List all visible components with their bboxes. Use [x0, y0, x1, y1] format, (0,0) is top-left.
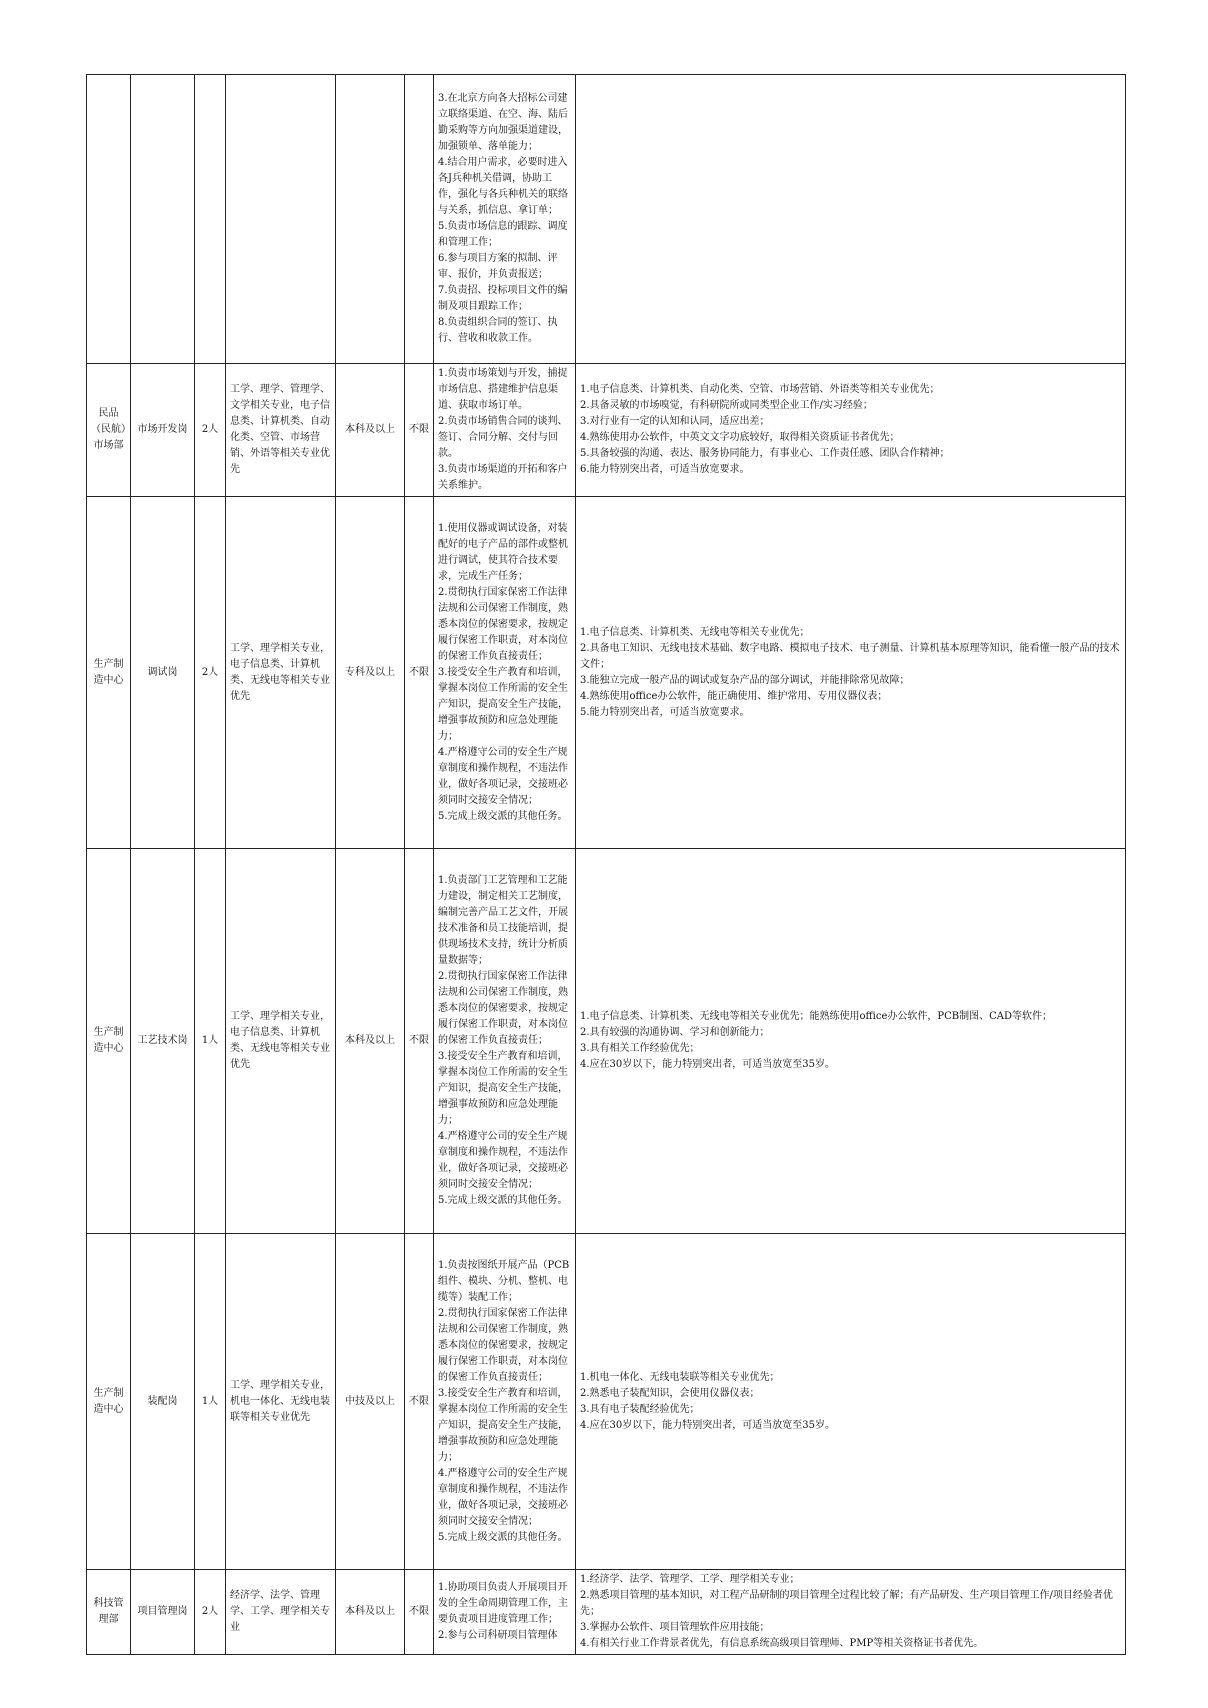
major-cell: 工学、理学相关专业，机电一体化、无线电装联等相关专业优先: [226, 1234, 336, 1570]
table-row: [87, 1234, 1126, 1570]
table-row: [87, 1570, 1126, 1655]
education-cell: [336, 75, 405, 364]
requirements-cell: [576, 849, 1126, 1234]
duty-item: 1.协助项目负责人开展项目开发的全生命周期管理工作，主要负责项目进度管理工作；: [438, 1582, 568, 1625]
table-row: [87, 849, 1126, 1234]
major-cell: [226, 75, 336, 364]
requirement-item: 5.具备较强的沟通、表达、服务协同能力，有事业心、工作责任感、团队合作精神；: [580, 448, 950, 459]
recruitment-table: [86, 74, 1126, 1655]
duty-item: 3.负责市场渠道的开拓和客户关系维护。: [438, 464, 568, 491]
headcount-cell: 1人: [195, 1234, 226, 1570]
requirements-cell: [576, 364, 1126, 497]
duty-item: 3.接受安全生产教育和培训，掌握本岗位工作所需的安全生产知识，提高安全生产技能，增强事故预防和应急处理能力；: [438, 1387, 568, 1463]
requirements-cell: [576, 497, 1126, 849]
requirement-item: 5.能力特别突出者，可适当放宽要求。: [580, 706, 750, 718]
duty-item: 5.完成上级交派的其他任务。: [438, 810, 568, 822]
position-cell: 调试岗: [131, 497, 195, 849]
requirement-item: 2.具备灵敏的市场嗅觉，有科研院所或同类型企业工作/实习经验；: [580, 400, 873, 411]
requirement-item: 1.电子信息类、计算机类、无线电等相关专业优先；能熟练使用office办公软件，PCB制图、CAD等软件；: [580, 1011, 1053, 1022]
age-cell: [405, 75, 434, 364]
education-cell: 中技及以上: [336, 1234, 405, 1570]
position-cell: 装配岗: [131, 1234, 195, 1570]
duty-item: 1.使用仪器或调试设备，对装配好的电子产品的部件或整机进行调试，使其符合技术要求，完成生产任务；: [438, 522, 568, 582]
requirement-item: 3.能独立完成一般产品的调试或复杂产品的部分调试，并能排除常见故障；: [580, 674, 910, 686]
department-cell: 科技管理部: [87, 1570, 131, 1655]
department-cell: [87, 75, 131, 364]
requirement-item: 2.熟悉电子装配知识，会使用仪器仪表；: [580, 1387, 760, 1399]
duty-item: 4.严格遵守公司的安全生产规章制度和操作规程，不违法作业，做好各项记录，交接班必须同时交接安全情况；: [438, 1467, 568, 1527]
table-body: [87, 75, 1126, 1655]
major-cell: 经济学、法学、管理学、工学、理学相关专业: [226, 1570, 336, 1655]
requirement-item: 3.对行业有一定的认知和认同，适应出差；: [580, 416, 770, 427]
requirement-item: 1.电子信息类、计算机类、无线电等相关专业优先；: [580, 626, 810, 638]
department-cell: 生产制造中心: [87, 497, 131, 849]
department-cell: 生产制造中心: [87, 849, 131, 1234]
department-cell: 生产制造中心: [87, 1234, 131, 1570]
education-cell: 本科及以上: [336, 849, 405, 1234]
duties-cell: [434, 75, 576, 364]
headcount-cell: 2人: [195, 497, 226, 849]
duty-item: 4.结合用户需求，必要时进入各J兵种机关借调，协助工作，强化与各兵种机关的联络与关系，抓信息、拿订单；: [438, 157, 568, 216]
table-row: [87, 497, 1126, 849]
duties-cell: [434, 364, 576, 497]
major-cell: 工学、理学相关专业，电子信息类、计算机类、无线电等相关专业优先: [226, 849, 336, 1234]
duty-item: 2.贯彻执行国家保密工作法律法规和公司保密工作制度，熟悉本岗位的保密要求，按规定履行保密工作职责，对本岗位的保密工作负直接责任；: [438, 586, 568, 662]
requirement-item: 4.应在30岁以下，能力特别突出者，可适当放宽至35岁。: [580, 1419, 835, 1431]
age-cell: 不限: [405, 849, 434, 1234]
requirement-item: 4.熟练使用office办公软件，能正确使用、维护常用、专用仪器仪表；: [580, 690, 888, 702]
headcount-cell: 2人: [195, 364, 226, 497]
duty-item: 2.负责市场销售合同的谈判、签订、合同分解、交付与回款。: [438, 416, 568, 459]
duty-item: 4.严格遵守公司的安全生产规章制度和操作规程，不违法作业，做好各项记录，交接班必须同时交接安全情况；: [438, 1131, 568, 1190]
duty-item: 1.负责部门工艺管理和工艺能力建设，制定相关工艺制度，编制完善产品工艺文件，开展技术准备和员工技能培训，提供现场技术支持，统计分析质量数据等；: [438, 875, 568, 966]
duty-item: 2.贯彻执行国家保密工作法律法规和公司保密工作制度，熟悉本岗位的保密要求，按规定履行保密工作职责，对本岗位的保密工作负直接责任；: [438, 1307, 568, 1383]
requirements-cell: [576, 1570, 1126, 1655]
requirements-cell: [576, 1234, 1126, 1570]
major-cell: 工学、理学相关专业，电子信息类、计算机类、无线电等相关专业优先: [226, 497, 336, 849]
duties-cell: [434, 849, 576, 1234]
table-row: [87, 364, 1126, 497]
requirement-item: 1.电子信息类、计算机类、自动化类、空管、市场营销、外语类等相关专业优先；: [580, 384, 940, 395]
duty-item: 2.参与公司科研项目管理体: [438, 1630, 558, 1641]
duty-item: 8.负责组织合同的签订、执行、营收和收款工作。: [438, 317, 558, 344]
headcount-cell: 2人: [195, 1570, 226, 1655]
headcount-cell: 1人: [195, 849, 226, 1234]
duties-cell: [434, 1234, 576, 1570]
requirement-item: 4.应在30岁以下，能力特别突出者，可适当放宽至35岁。: [580, 1059, 835, 1070]
major-cell: 工学、理学、管理学、文学相关专业，电子信息类、计算机类、自动化类、空管、市场营销、外语等相关专业优先: [226, 364, 336, 497]
requirement-item: 4.熟练使用办公软件，中英文文字功底较好，取得相关资质证书者优先；: [580, 432, 900, 443]
requirement-item: 2.熟悉项目管理的基本知识，对工程产品研制的项目管理全过程比较了解；有产品研发、生产项目管理工作/项目经验者优先；: [580, 1590, 1113, 1617]
age-cell: 不限: [405, 1234, 434, 1570]
requirement-item: 1.经济学、法学、管理学、工学、理学相关专业；: [580, 1574, 800, 1585]
duty-item: 5.完成上级交派的其他任务。: [438, 1195, 568, 1206]
table-row: [87, 75, 1126, 364]
duty-item: 1.负责按图纸开展产品（PCB组件、模块、分机、整机、电缆等）装配工作；: [438, 1259, 570, 1303]
duty-item: 4.严格遵守公司的安全生产规章制度和操作规程，不违法作业，做好各项记录，交接班必须同时交接安全情况；: [438, 746, 568, 806]
requirement-item: 3.掌握办公软件、项目管理软件应用技能；: [580, 1622, 770, 1633]
duties-cell: [434, 497, 576, 849]
education-cell: 本科及以上: [336, 364, 405, 497]
position-cell: 工艺技术岗: [131, 849, 195, 1234]
requirement-item: 6.能力特别突出者，可适当放宽要求。: [580, 464, 750, 475]
headcount-cell: [195, 75, 226, 364]
age-cell: 不限: [405, 497, 434, 849]
requirement-item: 3.具有相关工作经验优先；: [580, 1043, 700, 1054]
requirement-item: 1.机电一体化、无线电装联等相关专业优先；: [580, 1371, 780, 1383]
requirements-cell: [576, 75, 1126, 364]
department-cell: 民品（民航）市场部: [87, 364, 131, 497]
requirement-item: 4.有相关行业工作背景者优先，有信息系统高级项目管理师、PMP等相关资格证书者优先。: [580, 1638, 984, 1649]
position-cell: 市场开发岗: [131, 364, 195, 497]
duty-item: 3.接受安全生产教育和培训，掌握本岗位工作所需的安全生产知识，提高安全生产技能，增强事故预防和应急处理能力；: [438, 1051, 568, 1126]
age-cell: 不限: [405, 364, 434, 497]
age-cell: 不限: [405, 1570, 434, 1655]
duty-item: 6.参与项目方案的拟制、评审、报价，并负责报送；: [438, 253, 558, 280]
duty-item: 3.在北京方向各大招标公司建立联络渠道、在空、海、陆后勤采购等方向加强渠道建设，加强锁单、落单能力；: [438, 93, 568, 152]
education-cell: 本科及以上: [336, 1570, 405, 1655]
requirement-item: 2.具备电工知识、无线电技术基础、数字电路、模拟电子技术、电子测量、计算机基本原理等知识，能看懂一般产品的技术文件；: [580, 642, 1120, 670]
duty-item: 2.贯彻执行国家保密工作法律法规和公司保密工作制度，熟悉本岗位的保密要求，按规定履行保密工作职责，对本岗位的保密工作负直接责任；: [438, 971, 568, 1046]
requirement-item: 3.具有电子装配经验优先；: [580, 1403, 700, 1415]
duty-item: 1.负责市场策划与开发，捕捉市场信息、搭建维护信息渠道、获取市场订单。: [438, 368, 568, 411]
requirement-item: 2.具有较强的沟通协调、学习和创新能力；: [580, 1027, 770, 1038]
duties-cell: [434, 1570, 576, 1655]
duty-item: 7.负责招、投标项目文件的编制及项目跟踪工作；: [438, 285, 568, 312]
duty-item: 3.接受安全生产教育和培训，掌握本岗位工作所需的安全生产知识，提高安全生产技能，增强事故预防和应急处理能力；: [438, 666, 568, 742]
duty-item: 5.负责市场信息的跟踪、调度和管理工作；: [438, 221, 568, 248]
position-cell: [131, 75, 195, 364]
position-cell: 项目管理岗: [131, 1570, 195, 1655]
duty-item: 5.完成上级交派的其他任务。: [438, 1531, 568, 1543]
education-cell: 专科及以上: [336, 497, 405, 849]
